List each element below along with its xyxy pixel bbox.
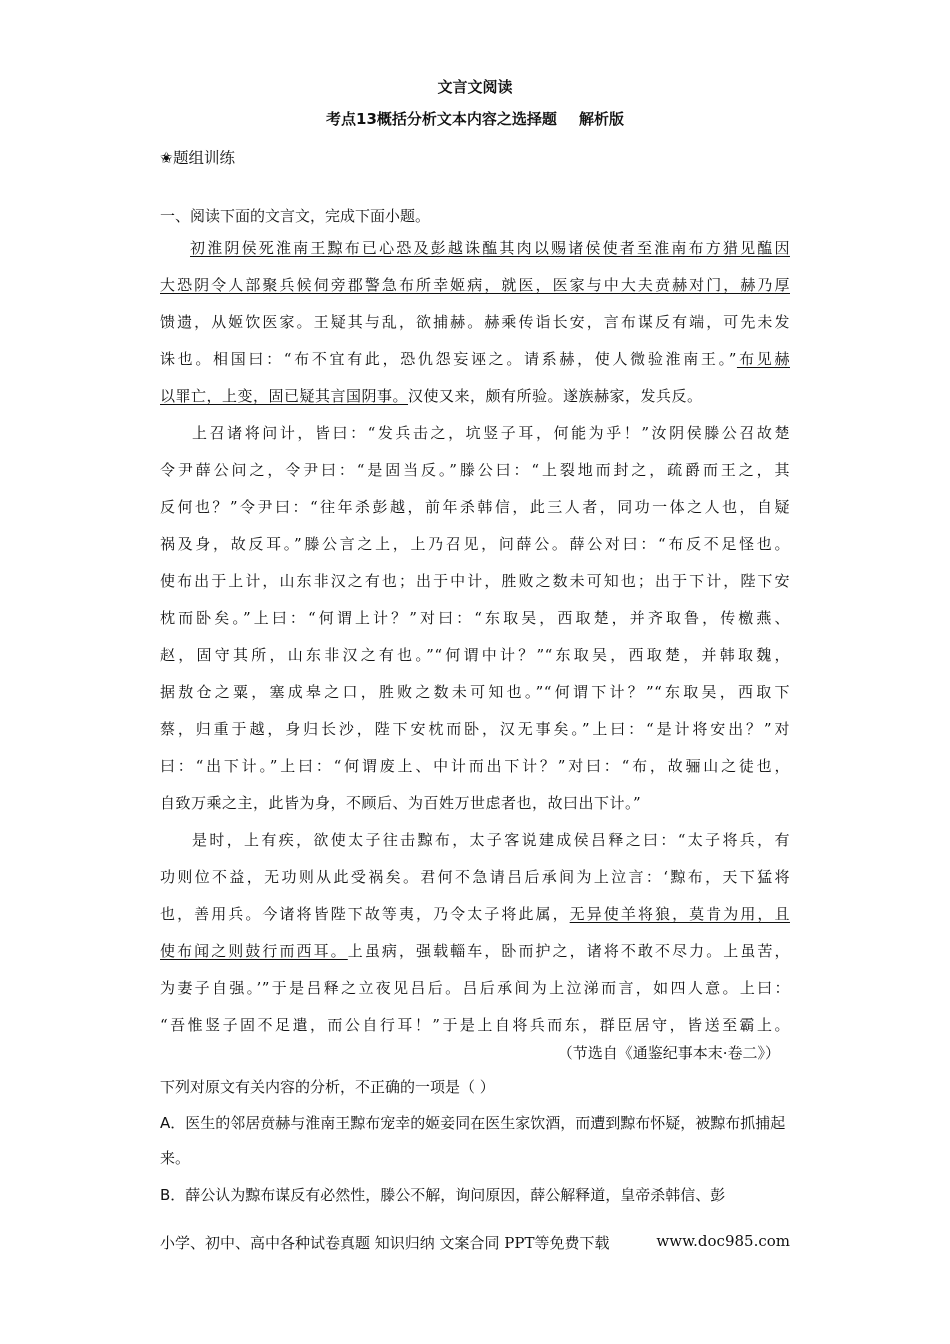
passage-source: （节选自《通鉴纪事本末·卷二》） [557, 1044, 780, 1062]
passage-line: 汉使又来，颇有所验。遂族赫家，发兵反。 [408, 387, 703, 405]
passage-line: 赵，固守其所，山东非汉之有也。”“何谓中计？”“东取吴，西取楚，并韩取魏， [160, 646, 790, 664]
passage-line: 馈遗，从姬饮医家。王疑其与乱，欲捕赫。赫乘传诣长安，言布谋反有端，可先未发 [160, 313, 790, 331]
doc-subtitle [0, 108, 950, 129]
section-heading: ✬题组训练 [160, 149, 235, 167]
footer-url: www.doc985.com [656, 1232, 790, 1250]
passage-line: 自致万乘之主，此皆为身，不顾后、为百姓万世虑者也，故曰出下计。” [160, 794, 642, 812]
option-b: B．薛公认为黥布谋反有必然性，滕公不解，询问原因，薛公解释道，皇帝杀韩信、彭 [160, 1186, 726, 1204]
question-instruction: 一、阅读下面的文言文，完成下面小题。 [160, 207, 431, 225]
passage-underlined: 以罪亡，上变，固已疑其言国阴事。 [160, 387, 409, 405]
footer-text: 小学、初中、高中各种试卷真题 知识归纳 文案合同 PPT等免费下载 [160, 1234, 610, 1252]
passage-underlined: 布见赫 [736, 350, 790, 368]
passage-line: 上虽病，强载輜车，卧而护之，诸将不敢不尽力。上虽苦， [347, 942, 790, 960]
passage-line: 大恐阴令人部聚兵候伺旁郡警急布所幸姬病，就医，医家与中大夫贲赫对门，赫乃厚 [160, 276, 790, 294]
passage-line: 诛也。相国曰：“布不宜有此，恐仇怨妄诬之。请系赫，使人微验淮南王。” [160, 350, 737, 368]
passage-line: 上召诸将问计，皆曰：“发兵击之，坑竖子耳，何能为乎！”汝阴侯滕公召故楚 [192, 424, 790, 442]
page-footer [160, 1232, 790, 1253]
passage-line: 也，善用兵。今诸将皆陛下故等夷，乃令太子将此属， [160, 905, 570, 923]
passage-line: 反何也？”令尹曰：“往年杀彭越，前年杀韩信，此三人者，同功一体之人也，自疑 [160, 498, 790, 516]
question-stem: 下列对原文有关内容的分析，不正确的一项是（ ） [160, 1078, 495, 1096]
passage-paragraph-1 [160, 230, 790, 415]
passage-paragraph-3 [160, 822, 790, 1044]
passage-line: 是时，上有疾，欲使太子往击黥布，太子客说建成侯吕释之曰：“太子将兵，有 [192, 831, 790, 849]
passage-line: 使布出于上计，山东非汉之有也；出于中计，胜败之数未可知也；出于下计，陛下安 [160, 572, 790, 590]
passage-line: 据敖仓之粟，塞成皋之口，胜败之数未可知也。”“何谓下计？”“东取吴，西取下 [160, 683, 790, 701]
passage-underlined: 使布闻之则鼓行而西耳。 [160, 942, 348, 960]
passage-line: 为妻子自强。’”于是吕释之立夜见吕后。吕后承间为上泣涕而言，如四人意。上曰： [160, 979, 790, 997]
passage-line: 曰：“出下计。”上曰：“何谓废上、中计而出下计？”对曰：“布，故骊山之徒也， [160, 757, 790, 775]
option-a: A．医生的邻居贲赫与淮南王黥布宠幸的姬妾同在医生家饮酒，而遭到黥布怀疑，被黥布抓捕起来。 [160, 1114, 786, 1167]
subtitle-topic: 考点13概括分析文本内容之选择题 [326, 110, 557, 128]
passage-line: 令尹薛公问之，令尹曰：“是固当反。”滕公曰：“上裂地而封之，疏爵而王之，其 [160, 461, 790, 479]
passage-underlined: 无异使羊将狼，莫肯为用，且 [569, 905, 790, 923]
passage-paragraph-2 [160, 415, 790, 822]
passage-line: 祸及身，故反耳。”滕公言之上，上乃召见，问薛公。薛公对曰：“布反不足怪也。 [160, 535, 790, 553]
passage-line: 蔡，归重于越，身归长沙，陛下安枕而卧，汉无事矣。”上曰：“是计将安出？”对 [160, 720, 790, 738]
passage-line: 枕而卧矣。”上曰：“何谓上计？”对曰：“东取吴，西取楚，并齐取鲁，传檄燕、 [160, 609, 790, 627]
passage-line: “吾惟竖子固不足遣，而公自行耳！”于是上自将兵而东，群臣居守，皆送至霸上。 [160, 1016, 790, 1034]
passage-line: 初淮阴侯死淮南王黥布已心恐及彭越诛醢其肉以赐诸侯使者至淮南布方猎见醢因 [190, 239, 790, 257]
passage-line: 功则位不益，无功则从此受祸矣。君何不急请吕后承间为上泣言：‘黥布，天下猛将 [160, 868, 790, 886]
subtitle-version: 解析版 [578, 110, 624, 128]
doc-title: 文言文阅读 [437, 78, 513, 96]
